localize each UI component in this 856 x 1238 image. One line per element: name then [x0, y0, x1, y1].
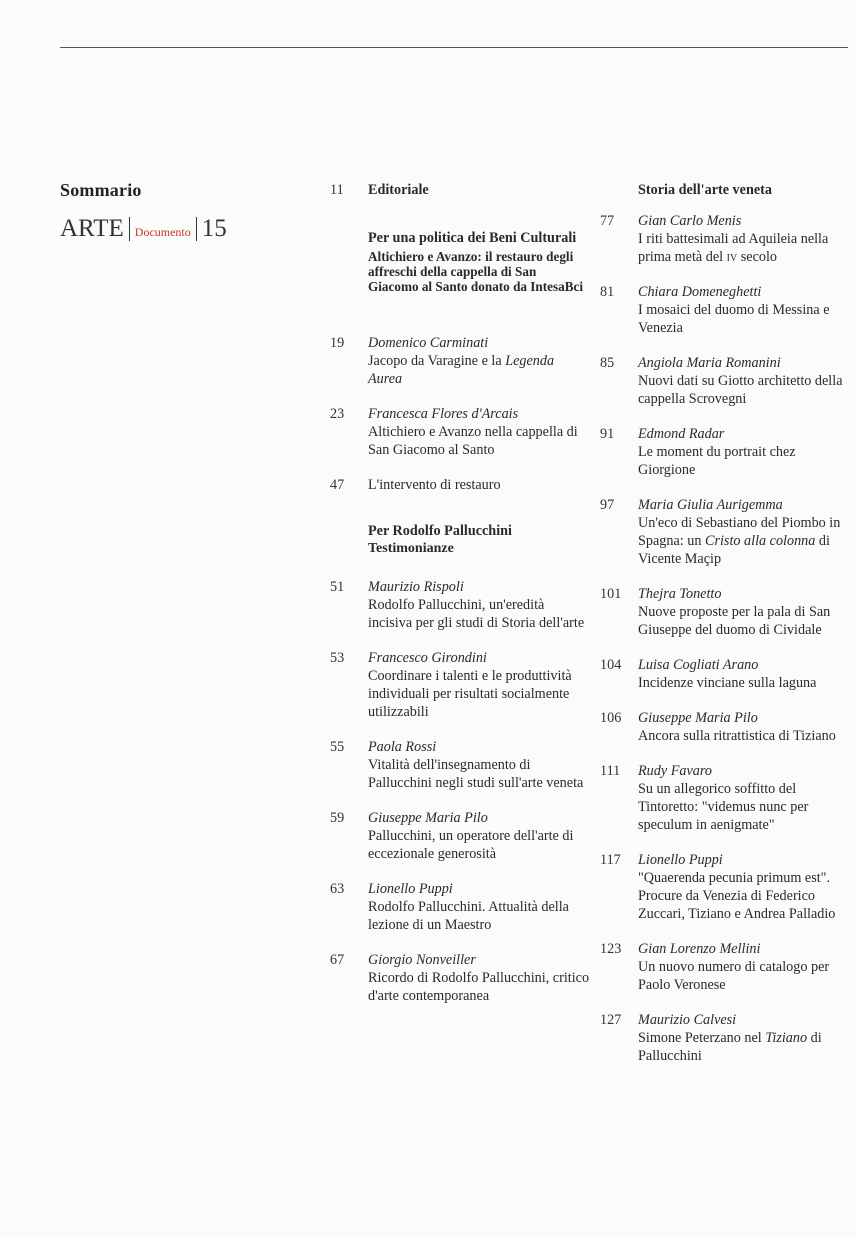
toc-entry[interactable] [600, 496, 850, 568]
toc-entry[interactable] [330, 334, 590, 388]
masthead [60, 180, 227, 243]
entry-title: Editoriale [368, 182, 429, 198]
toc-entry[interactable] [600, 425, 850, 479]
page-number: 97 [600, 497, 615, 513]
page-number: 123 [600, 941, 622, 957]
entry-title: Nuovi dati su Giotto architetto della cappella Scrovegni [638, 373, 843, 407]
entry-author: Edmond Radar [638, 426, 725, 442]
page-number: 101 [600, 586, 622, 602]
entry-author: Maurizio Calvesi [638, 1012, 737, 1028]
toc-column-1 [330, 181, 590, 1022]
divider [196, 217, 197, 241]
page-number: 19 [330, 335, 345, 351]
entry-title: Un'eco di Sebastiano del Piombo in Spagna: un Cristo alla colonna di Vicente Maçip [638, 515, 841, 567]
page-number: 81 [600, 284, 615, 300]
entry-title: Nuove proposte per la pala di San Giuseppe del duomo di Cividale [638, 604, 831, 638]
toc-entry[interactable] [600, 585, 850, 639]
toc-entry[interactable] [600, 283, 850, 337]
toc-entry[interactable] [330, 405, 590, 459]
entry-title: Rodolfo Pallucchini. Attualità della lezione di un Maestro [368, 899, 569, 933]
entry-author: Rudy Favaro [638, 763, 712, 779]
page-number: 85 [600, 355, 615, 371]
toc-entry[interactable] [330, 476, 590, 494]
toc-entry[interactable] [330, 880, 590, 934]
toc-entry[interactable] [330, 738, 590, 792]
entry-author: Lionello Puppi [368, 881, 453, 897]
top-rule [60, 47, 848, 48]
toc-entry[interactable] [330, 951, 590, 1005]
entry-author: Maria Giulia Aurigemma [638, 497, 783, 513]
entry-author: Paola Rossi [368, 739, 437, 755]
page-number: 53 [330, 650, 345, 666]
toc-entry[interactable] [600, 851, 850, 923]
entry-author: Giorgio Nonveiller [368, 952, 476, 968]
toc-entry[interactable] [330, 649, 590, 721]
entry-title: Su un allegorico soffitto del Tintoretto: "videmus nunc per speculum in aenigmate" [638, 781, 809, 833]
page-number: 104 [600, 657, 622, 673]
page-number: 111 [600, 763, 621, 779]
page-number: 51 [330, 579, 345, 595]
entry-title: Pallucchini, un operatore dell'arte di eccezionale generosità [368, 828, 574, 862]
entry-author: Gian Carlo Menis [638, 213, 742, 229]
entry-title: I riti battesimali ad Aquileia nella prima metà del iv secolo [638, 231, 829, 265]
entry-author: Domenico Carminati [368, 335, 489, 351]
entry-author: Francesco Girondini [368, 650, 487, 666]
issue-number: 15 [201, 215, 227, 242]
entry-title: Le moment du portrait chez Giorgione [638, 444, 796, 478]
toc-entry[interactable] [600, 709, 850, 745]
journal-title [60, 215, 227, 243]
entry-title: Incidenze vinciane sulla laguna [638, 675, 817, 691]
entry-title: Altichiero e Avanzo nella cappella di San Giacomo al Santo [368, 424, 578, 458]
entry-author: Francesca Flores d'Arcais [368, 406, 519, 422]
page-number: 67 [330, 952, 345, 968]
entry-title: Ricordo di Rodolfo Pallucchini, critico d'arte contemporanea [368, 970, 590, 1004]
entry-title: Rodolfo Pallucchini, un'eredità incisiva per gli studi di Storia dell'arte [368, 597, 585, 631]
toc-column-2 [600, 181, 850, 1082]
page-number: 117 [600, 852, 621, 868]
arte-label: ARTE [60, 215, 124, 242]
page-number: 11 [330, 182, 344, 198]
sommario-title: Sommario [60, 180, 142, 200]
entry-author: Chiara Domeneghetti [638, 284, 762, 300]
toc-entry[interactable] [600, 762, 850, 834]
entry-author: Luisa Cogliati Arano [638, 657, 759, 673]
toc-entry[interactable] [600, 656, 850, 692]
section-subtitle: Altichiero e Avanzo: il restauro degli affreschi della cappella di San Giacomo al Santo donato da IntesaBci [368, 249, 584, 294]
page-number: 106 [600, 710, 622, 726]
entry-title: Coordinare i talenti e le produttività individuali per risultati socialmente utilizzabili [368, 668, 572, 720]
toc-entry[interactable] [600, 212, 850, 266]
toc-entry[interactable] [330, 578, 590, 632]
entry-title: Ancora sulla ritrattistica di Tiziano [638, 728, 836, 744]
page-number: 47 [330, 477, 345, 493]
toc-entry[interactable] [330, 181, 590, 199]
section-title: Per Rodolfo Pallucchini [368, 523, 512, 539]
section-heading [330, 229, 590, 294]
entry-title: Vitalità dell'insegnamento di Pallucchini negli studi sull'arte veneta [368, 757, 584, 791]
toc-entry[interactable] [330, 809, 590, 863]
entry-title: Jacopo da Varagine e la Legenda Aurea [368, 353, 555, 387]
page-number: 59 [330, 810, 345, 826]
entry-title: Un nuovo numero di catalogo per Paolo Veronese [638, 959, 830, 993]
entry-title: L'intervento di restauro [368, 477, 501, 493]
entry-title: I mosaici del duomo di Messina e Venezia [638, 302, 830, 336]
toc-entry[interactable] [600, 940, 850, 994]
entry-author: Lionello Puppi [638, 852, 723, 868]
page-number: 63 [330, 881, 345, 897]
documento-label: Documento [134, 225, 191, 239]
entry-author: Thejra Tonetto [638, 586, 722, 602]
page-number: 77 [600, 213, 615, 229]
entry-title: "Quaerenda pecunia primum est". Procure da Venezia di Federico Zuccari, Tiziano e Andrea Palladio [638, 870, 836, 922]
entry-author: Angiola Maria Romanini [638, 355, 781, 371]
entry-title: Simone Peterzano nel Tiziano di Pallucchini [638, 1030, 822, 1064]
entry-author: Gian Lorenzo Mellini [638, 941, 761, 957]
page-number: 55 [330, 739, 345, 755]
entry-author: Maurizio Rispoli [368, 579, 464, 595]
entry-author: Giuseppe Maria Pilo [368, 810, 488, 826]
section-title: Per una politica dei Beni Culturali [368, 230, 577, 246]
section-subtitle: Testimonianze [368, 541, 454, 556]
page-number: 23 [330, 406, 345, 422]
toc-entry[interactable] [600, 1011, 850, 1065]
divider [129, 217, 130, 241]
section-header: Storia dell'arte veneta [638, 182, 772, 198]
entry-author: Giuseppe Maria Pilo [638, 710, 758, 726]
section-heading [330, 522, 590, 558]
page-number: 127 [600, 1012, 622, 1028]
toc-entry[interactable] [600, 354, 850, 408]
page-number: 91 [600, 426, 615, 442]
